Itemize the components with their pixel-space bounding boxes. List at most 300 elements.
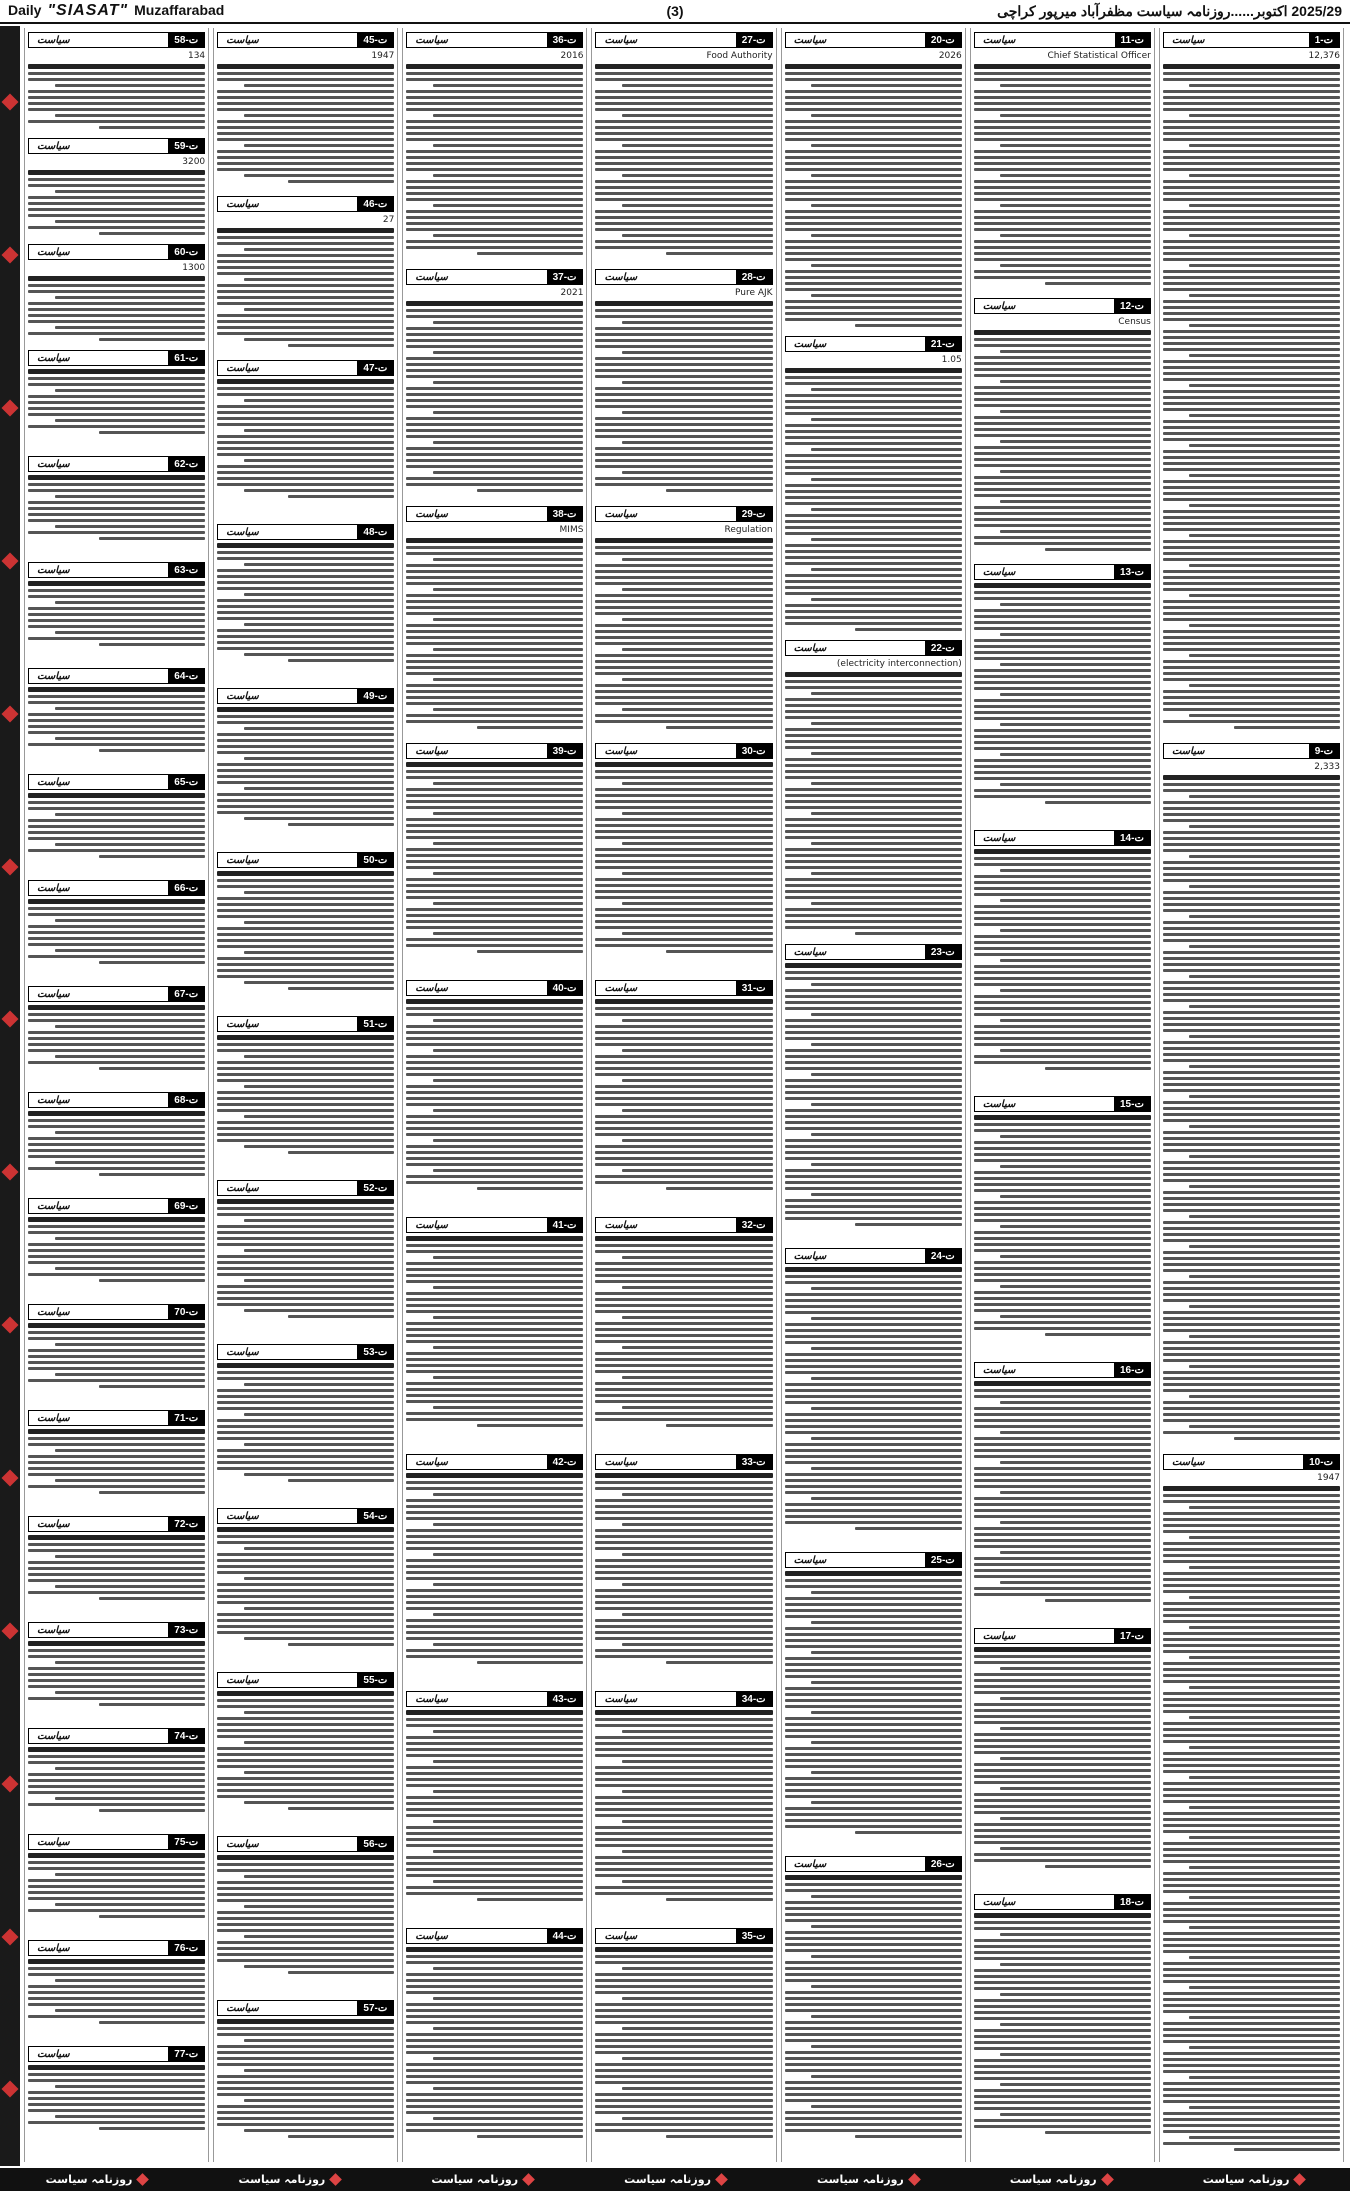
text-line	[811, 264, 962, 267]
text-line	[595, 1487, 772, 1490]
text-line	[785, 1365, 962, 1368]
text-line	[28, 531, 205, 534]
text-line	[785, 394, 962, 397]
text-line	[406, 168, 583, 171]
text-line	[974, 1751, 1151, 1754]
text-line	[785, 1991, 962, 1994]
text-line	[28, 178, 205, 181]
text-line	[1163, 600, 1340, 603]
story-number: ت-77	[168, 2047, 204, 2061]
text-line	[55, 1691, 206, 1694]
story-text-lines	[28, 1747, 205, 1812]
text-line	[406, 1649, 583, 1652]
text-line	[217, 477, 394, 480]
news-story	[25, 2042, 208, 2148]
text-line	[595, 552, 772, 555]
text-line	[785, 126, 962, 129]
story-text-lines	[217, 379, 394, 498]
text-line	[217, 1407, 394, 1410]
text-line	[785, 1139, 962, 1142]
text-line	[785, 270, 962, 273]
text-line	[406, 1529, 583, 1532]
text-line	[28, 695, 205, 698]
text-line	[406, 369, 583, 372]
text-line	[785, 2123, 962, 2126]
text-line	[1189, 825, 1340, 828]
text-line	[244, 1607, 395, 1610]
text-line	[217, 775, 394, 778]
story-number: ت-29	[736, 507, 772, 521]
text-line	[55, 601, 206, 604]
text-line	[785, 108, 962, 111]
text-line	[785, 1329, 962, 1332]
text-line	[595, 210, 772, 213]
text-line	[1189, 1896, 1340, 1899]
text-line	[217, 1419, 394, 1422]
text-line	[406, 1802, 583, 1805]
text-line	[1163, 132, 1340, 135]
text-line	[595, 546, 772, 549]
text-line	[1189, 294, 1340, 297]
text-line	[477, 1898, 583, 1901]
text-line	[595, 1892, 772, 1895]
text-line	[622, 144, 773, 147]
news-story	[25, 1300, 208, 1406]
text-line	[974, 917, 1151, 920]
text-line	[1163, 216, 1340, 219]
text-line	[1045, 2131, 1151, 2134]
text-line	[595, 1947, 772, 1952]
text-line	[595, 1832, 772, 1835]
text-line	[406, 848, 583, 851]
text-line	[433, 234, 584, 237]
text-line	[595, 246, 772, 249]
text-line	[595, 1340, 772, 1343]
text-line	[785, 1645, 962, 1648]
text-line	[785, 1461, 962, 1464]
text-line	[1163, 1431, 1340, 1434]
text-line	[974, 1153, 1151, 1156]
text-line	[1163, 2028, 1340, 2031]
text-line	[595, 168, 772, 171]
text-line	[595, 1991, 772, 1994]
text-line	[595, 447, 772, 450]
story-brand: سیاست	[226, 1838, 259, 1850]
story-number: ت-75	[168, 1835, 204, 1849]
text-line	[406, 788, 583, 791]
text-line	[217, 1043, 394, 1046]
text-line	[974, 362, 1151, 365]
story-brand: سیاست	[415, 982, 448, 994]
text-line	[1163, 1401, 1340, 1404]
story-text-lines	[28, 687, 205, 752]
text-line	[217, 242, 394, 245]
text-line	[785, 2093, 962, 2096]
text-line	[785, 562, 962, 565]
text-line	[785, 1359, 962, 1362]
text-line	[1163, 336, 1340, 339]
text-line	[974, 1587, 1151, 1590]
text-line	[974, 1031, 1151, 1034]
text-line	[595, 696, 772, 699]
text-line	[811, 782, 962, 785]
text-line	[622, 1019, 773, 1022]
text-line	[974, 923, 1151, 926]
text-line	[1163, 540, 1340, 543]
text-line	[433, 174, 584, 177]
story-number: ت-44	[547, 1929, 583, 1943]
text-line	[406, 896, 583, 899]
text-line	[1163, 1227, 1340, 1230]
news-story	[25, 134, 208, 240]
text-line	[974, 1557, 1151, 1560]
text-line	[99, 749, 205, 752]
text-line	[217, 1395, 394, 1398]
text-line	[433, 144, 584, 147]
text-line	[1000, 2053, 1151, 2056]
text-line	[1163, 1752, 1340, 1755]
text-line	[1163, 1908, 1340, 1911]
story-brand: سیاست	[604, 1930, 638, 1942]
text-line	[217, 799, 394, 802]
text-line	[1163, 1329, 1340, 1332]
text-line	[974, 1267, 1151, 1270]
text-line	[595, 666, 772, 669]
text-line	[595, 1838, 772, 1841]
text-line	[55, 1055, 206, 1058]
story-tag	[28, 1622, 205, 1638]
text-line	[622, 1049, 773, 1052]
text-line	[595, 660, 772, 663]
text-line	[974, 1853, 1151, 1856]
text-line	[785, 1901, 962, 1904]
text-line	[974, 1841, 1151, 1844]
text-line	[1045, 548, 1151, 551]
text-line	[974, 422, 1151, 425]
text-line	[785, 1431, 962, 1434]
text-line	[1189, 1836, 1340, 1839]
diamond-ornament-icon	[1101, 2173, 1114, 2186]
story-number: ت-54	[357, 1509, 393, 1523]
text-line	[974, 935, 1151, 938]
text-line	[785, 1485, 962, 1488]
text-line	[406, 1547, 583, 1550]
text-line	[785, 96, 962, 99]
text-line	[974, 1563, 1151, 1566]
text-line	[622, 708, 773, 711]
text-line	[1163, 1203, 1340, 1206]
text-line	[785, 672, 962, 677]
text-line	[28, 332, 205, 335]
text-line	[217, 1887, 394, 1890]
text-line	[785, 1127, 962, 1130]
text-line	[1163, 192, 1340, 195]
text-line	[974, 108, 1151, 111]
text-line	[406, 2099, 583, 2102]
text-line	[855, 932, 961, 935]
text-line	[785, 1413, 962, 1416]
story-text-lines	[406, 1473, 583, 1664]
text-line	[785, 770, 962, 773]
text-line	[433, 618, 584, 621]
story-tag	[1163, 32, 1340, 48]
story-brand: سیاست	[37, 1624, 70, 1636]
text-line	[785, 704, 962, 707]
text-line	[811, 1437, 962, 1440]
text-line	[28, 1461, 205, 1464]
news-story	[214, 684, 397, 848]
text-line	[595, 2069, 772, 2072]
text-line	[785, 240, 962, 243]
text-line	[622, 84, 773, 87]
text-line	[595, 1145, 772, 1148]
text-line	[406, 1985, 583, 1988]
story-tag	[217, 852, 394, 868]
text-line	[406, 564, 583, 567]
news-column	[591, 28, 776, 2162]
text-line	[974, 344, 1151, 347]
text-line	[1163, 993, 1340, 996]
text-line	[974, 2071, 1151, 2074]
story-number: ت-67	[168, 987, 204, 1001]
text-line	[217, 963, 394, 966]
text-line	[595, 2015, 772, 2018]
text-line	[811, 2045, 962, 2048]
text-line	[406, 1601, 583, 1604]
story-number: ت-55	[357, 1673, 393, 1687]
text-line	[406, 333, 583, 336]
story-tag	[974, 1628, 1151, 1644]
text-line	[406, 357, 583, 360]
text-line	[433, 204, 584, 207]
story-tag	[217, 32, 394, 48]
text-line	[595, 594, 772, 597]
text-line	[622, 1346, 773, 1349]
text-line	[217, 1273, 394, 1276]
news-column	[24, 28, 209, 2162]
text-line	[28, 519, 205, 522]
text-line	[785, 1979, 962, 1982]
text-line	[666, 1898, 772, 1901]
text-line	[406, 914, 583, 917]
text-line	[406, 1772, 583, 1775]
text-line	[28, 1137, 205, 1140]
text-line	[406, 1874, 583, 1877]
text-line	[1189, 1686, 1340, 1689]
text-line	[28, 1573, 205, 1576]
text-line	[1163, 1101, 1340, 1104]
text-line	[55, 1479, 206, 1482]
story-number: ت-9	[1309, 744, 1339, 758]
text-line	[1163, 1938, 1340, 1941]
text-line	[28, 196, 205, 199]
text-line	[785, 1151, 962, 1154]
text-line	[99, 1491, 205, 1494]
diamond-ornament-icon	[2, 1470, 19, 1487]
text-line	[217, 1583, 394, 1586]
story-tag	[595, 1454, 772, 1470]
story-brand: سیاست	[37, 1518, 70, 1530]
text-line	[811, 144, 962, 147]
text-line	[28, 401, 205, 404]
text-line	[1163, 1179, 1340, 1182]
story-snippet: 134	[187, 51, 206, 61]
text-line	[406, 1163, 583, 1166]
text-line	[244, 817, 395, 820]
text-line	[595, 908, 772, 911]
text-line	[28, 120, 205, 123]
text-line	[217, 1455, 394, 1458]
text-line	[433, 842, 584, 845]
text-line	[217, 90, 394, 93]
story-brand: سیاست	[415, 1456, 448, 1468]
city-label: Muzaffarabad	[134, 2, 225, 18]
text-line	[974, 1413, 1151, 1416]
text-line	[406, 375, 583, 378]
footer-label: روزنامہ سیاست	[624, 2173, 711, 2186]
text-line	[406, 890, 583, 893]
story-tag	[406, 1691, 583, 1707]
text-line	[974, 1781, 1151, 1784]
text-line	[244, 653, 395, 656]
text-line	[785, 2033, 962, 2036]
story-brand: سیاست	[37, 882, 70, 894]
text-line	[811, 1895, 962, 1898]
text-line	[974, 2017, 1151, 2020]
text-line	[785, 806, 962, 809]
text-line	[217, 64, 394, 69]
text-line	[28, 2079, 205, 2082]
text-line	[217, 1461, 394, 1464]
text-line	[811, 812, 962, 815]
story-number: ت-46	[357, 197, 393, 211]
story-snippet: 2016	[560, 51, 584, 61]
story-snippet: 2021	[560, 288, 584, 298]
story-text-lines	[217, 1199, 394, 1318]
text-line	[406, 776, 583, 779]
text-line	[406, 576, 583, 579]
text-line	[595, 1844, 772, 1847]
text-line	[811, 174, 962, 177]
footer-item	[238, 2173, 340, 2186]
text-line	[1000, 1817, 1151, 1820]
text-line	[55, 1873, 206, 1876]
story-tag	[28, 1728, 205, 1744]
text-line	[1163, 1518, 1340, 1521]
text-line	[595, 612, 772, 615]
text-line	[1163, 873, 1340, 876]
text-line	[785, 120, 962, 123]
text-line	[217, 1035, 394, 1040]
text-line	[974, 729, 1151, 732]
story-brand: سیاست	[37, 1730, 70, 1742]
story-text-lines	[217, 1691, 394, 1810]
text-line	[1163, 939, 1340, 942]
text-line	[28, 1543, 205, 1546]
text-line	[595, 240, 772, 243]
text-line	[406, 1796, 583, 1799]
story-snippet: 1.05	[941, 355, 962, 365]
text-line	[595, 1886, 772, 1889]
text-line	[1163, 2100, 1340, 2103]
text-line	[217, 1619, 394, 1622]
story-brand: سیاست	[37, 1836, 70, 1848]
text-line	[1163, 1920, 1340, 1923]
text-line	[1163, 921, 1340, 924]
story-tag	[974, 564, 1151, 580]
text-line	[1163, 2088, 1340, 2091]
text-line	[1189, 1095, 1340, 1098]
text-line	[974, 198, 1151, 201]
text-line	[595, 309, 772, 312]
text-line	[974, 717, 1151, 720]
text-line	[811, 2105, 962, 2108]
text-line	[595, 1412, 772, 1415]
text-line	[217, 1753, 394, 1756]
story-text-lines	[28, 170, 205, 235]
story-snippet: 1947	[371, 51, 395, 61]
text-line	[1163, 1710, 1340, 1713]
text-line	[217, 599, 394, 602]
text-line	[244, 1875, 395, 1878]
text-line	[622, 1169, 773, 1172]
text-line	[28, 290, 205, 293]
text-line	[406, 636, 583, 639]
text-line	[595, 806, 772, 809]
text-line	[785, 1759, 962, 1762]
text-line	[217, 405, 394, 408]
text-line	[28, 1061, 205, 1064]
text-line	[1163, 1650, 1340, 1653]
text-line	[28, 184, 205, 187]
story-text-lines	[974, 64, 1151, 285]
text-line	[811, 508, 962, 511]
text-line	[1163, 420, 1340, 423]
text-line	[785, 830, 962, 833]
news-story	[592, 739, 775, 976]
text-line	[595, 818, 772, 821]
text-line	[1163, 72, 1340, 75]
text-line	[974, 1001, 1151, 1004]
story-brand: سیاست	[982, 34, 1016, 46]
story-number: ت-15	[1114, 1097, 1150, 1111]
text-line	[406, 483, 583, 486]
news-column	[781, 28, 966, 2162]
story-brand: سیاست	[793, 1858, 827, 1870]
text-line	[244, 1547, 395, 1550]
text-line	[974, 1957, 1151, 1960]
text-line	[974, 2011, 1151, 2014]
text-line	[785, 306, 962, 309]
text-line	[595, 1085, 772, 1088]
text-line	[217, 957, 394, 960]
text-line	[1189, 915, 1340, 918]
text-line	[622, 1760, 773, 1763]
text-line	[595, 429, 772, 432]
text-line	[1189, 1035, 1340, 1038]
text-line	[1163, 630, 1340, 633]
text-line	[595, 1037, 772, 1040]
text-line	[406, 1778, 583, 1781]
text-line	[406, 1748, 583, 1751]
text-line	[1163, 126, 1340, 129]
text-line	[406, 1607, 583, 1610]
text-line	[1163, 1486, 1340, 1491]
text-line	[1189, 975, 1340, 978]
text-line	[595, 78, 772, 81]
text-line	[1189, 1956, 1340, 1959]
text-line	[1189, 624, 1340, 627]
